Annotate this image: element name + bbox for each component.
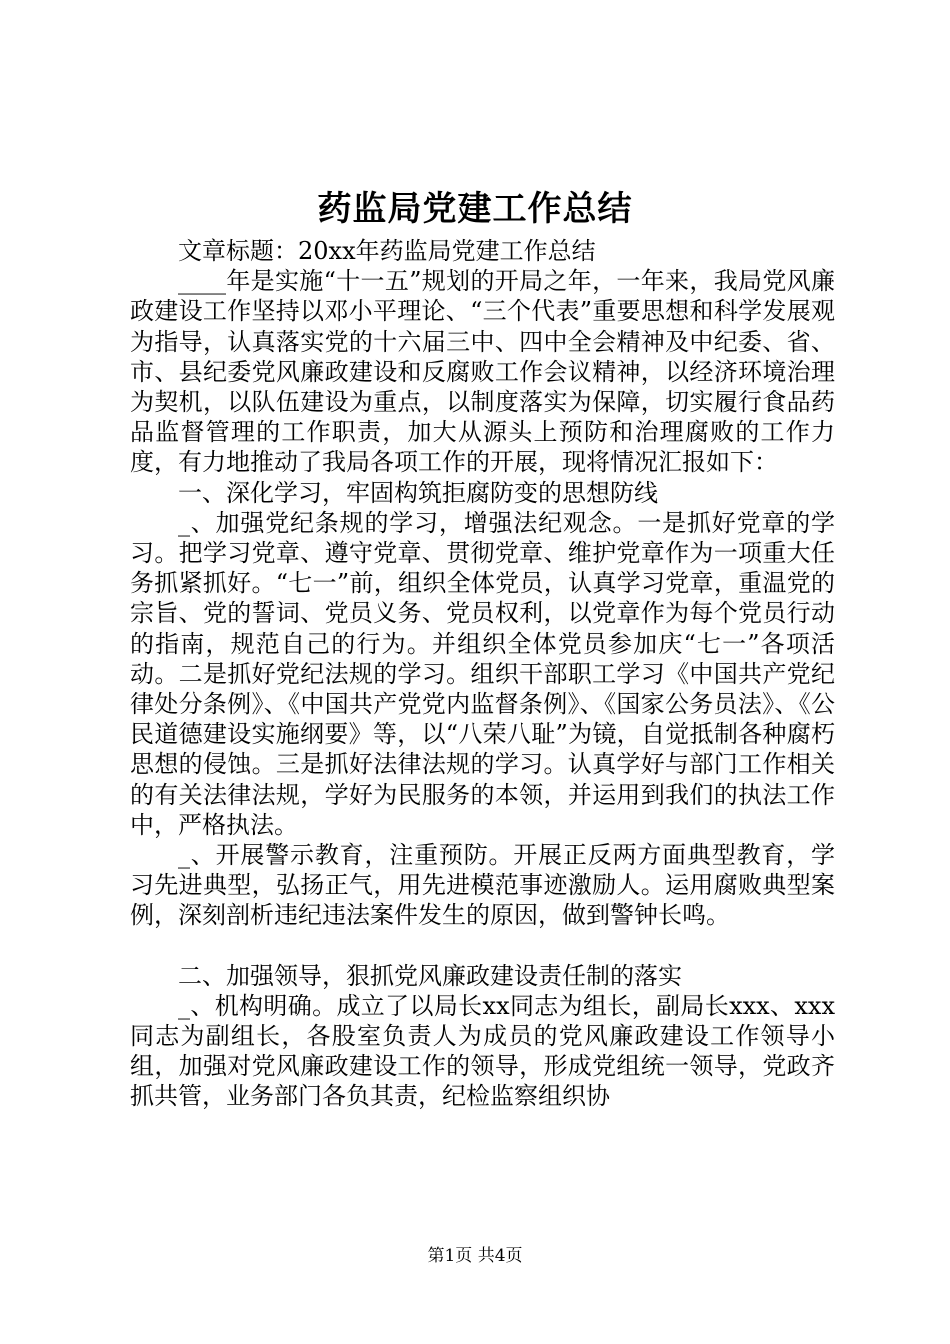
article-subtitle: 文章标题：20xx年药监局党建工作总结 <box>178 237 596 265</box>
section-1-paragraph-2: _、开展警示教育，注重预防。开展正反两方面典型教育，学习先进典型，弘扬正气，用先进模范事迹激励人。运用腐败典型案例，深刻剖析违纪违法案件发生的原因，做到警钟长鸣。 <box>130 841 835 930</box>
intro-paragraph: ____年是实施“十一五”规划的开局之年，一年来，我局党风廉政建设工作坚持以邓小平理论、“三个代表”重要思想和科学发展观为指导，认真落实党的十六届三中、四中全会精神及中纪委、省、市、县纪委党风廉政建设和反腐败工作会议精神，以经济环境治理为契机，以队伍建设为重点，以制度落实为保障，切实履行食品药品监督管理的工作职责，加大从源头上预防和治理腐败的工作力度，有力地推动了我局各项工作的开展，现将情况汇报如下： <box>130 267 835 477</box>
section-heading-2: 二、加强领导，狠抓党风廉政建设责任制的落实 <box>178 961 682 990</box>
section-1-paragraph-1: _、加强党纪条规的学习，增强法纪观念。一是抓好党章的学习。把学习党章、遵守党章、贯彻党章、维护党章作为一项重大任务抓紧抓好。“七一”前，组织全体党员，认真学习党章，重温党的宗旨、党的誓词、党员义务、党员权利，以党章作为每个党员行动的指南，规范自己的行为。并组织全体党员参加庆“七一”各项活动。二是抓好党纪法规的学习。组织干部职工学习《中国共产党纪律处分条例》、《中国共产党党内监督条例》、《国家公务员法》、《公民道德建设实施纲要》等，以“八荣八耻”为镜，自觉抵制各种腐朽思想的侵蚀。三是抓好法律法规的学习。认真学好与部门工作相关的有关法律法规，学好为民服务的本领，并运用到我们的执法工作中，严格执法。 <box>130 508 835 839</box>
paragraph-spacer <box>130 931 835 961</box>
page-number-footer: 第1页 共4页 <box>427 1246 523 1266</box>
document-body <box>130 236 835 1112</box>
section-heading-1: 一、深化学习，牢固构筑拒腐防变的思想防线 <box>178 478 658 507</box>
document-title: 药监局党建工作总结 <box>317 189 633 229</box>
section-2-paragraph-1: _、机构明确。成立了以局长xx同志为组长，副局长xxx、xxx同志为副组长，各股室负责人为成员的党风廉政建设工作领导小组，加强对党风廉政建设工作的领导，形成党组统一领导，党政齐抓共管，业务部门各负其责，纪检监察组织协 <box>130 991 835 1111</box>
